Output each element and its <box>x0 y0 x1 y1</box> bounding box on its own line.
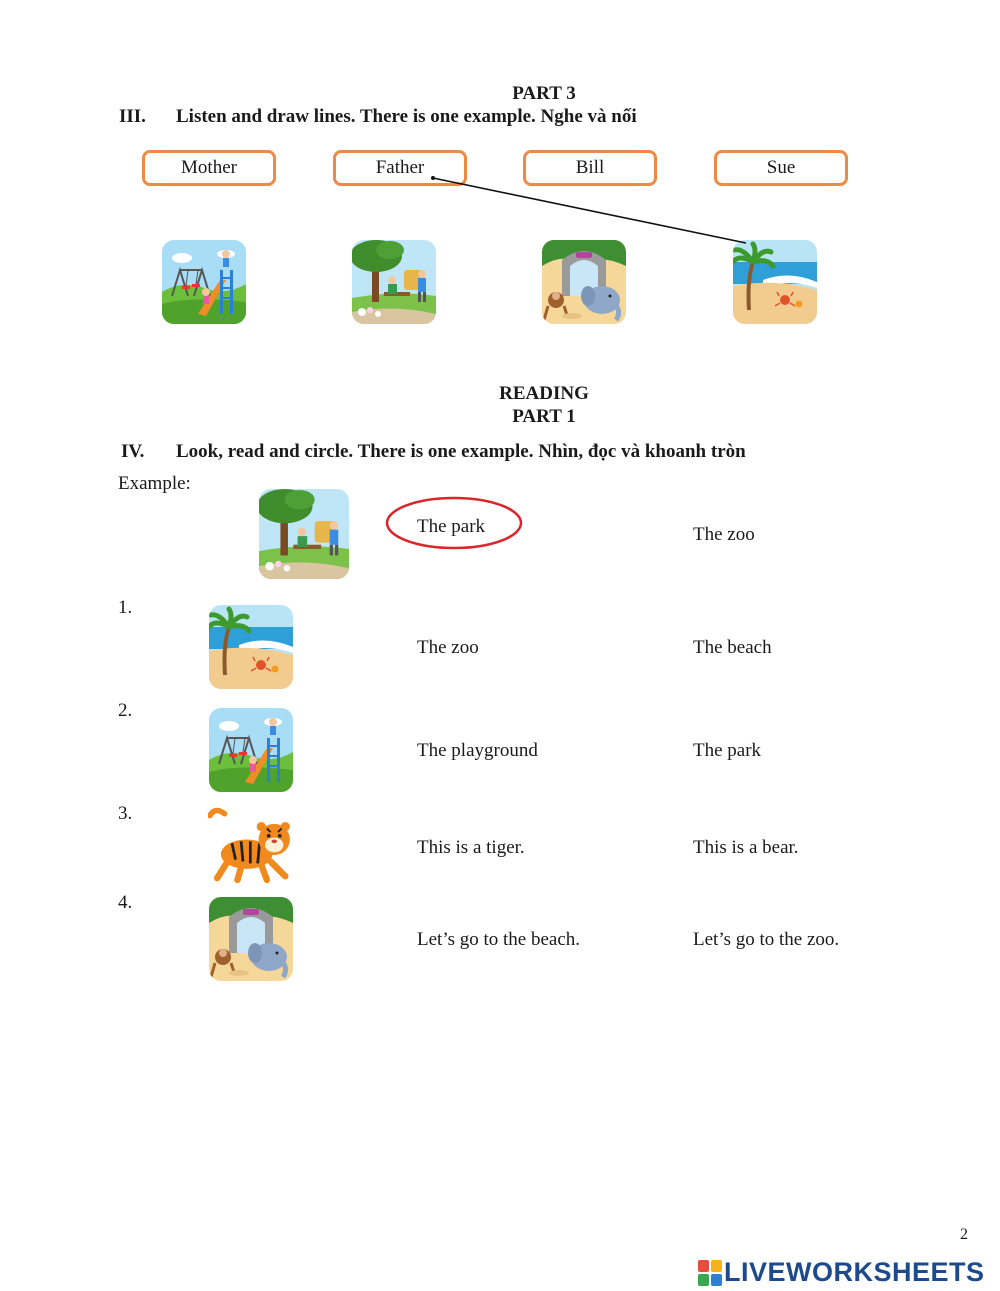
part4-numeral: IV. <box>121 441 145 462</box>
item-number: 4. <box>118 892 133 913</box>
example-option-a[interactable]: The park <box>417 516 486 537</box>
part3-numeral: III. <box>119 106 146 127</box>
item-number: 2. <box>118 700 133 721</box>
name-label: Bill <box>575 157 605 178</box>
name-label: Sue <box>766 157 796 178</box>
park-picture[interactable] <box>352 240 436 324</box>
item2-playground-picture <box>209 708 293 792</box>
logo-blocks-icon <box>698 1260 722 1286</box>
item3-tiger-picture <box>208 805 300 885</box>
part3-instruction: Listen and draw lines. There is one example. Nghe và nối <box>176 106 637 127</box>
item1-beach-picture <box>209 605 293 689</box>
name-box-sue[interactable] <box>714 150 848 186</box>
item4-zoo-picture <box>209 897 293 981</box>
part3-heading: PART 3 <box>512 83 576 104</box>
item2-option-a[interactable]: The playground <box>417 740 538 761</box>
part4-instruction: Look, read and circle. There is one example. Nhìn, đọc và khoanh tròn <box>176 441 746 462</box>
item3-option-b[interactable]: This is a bear. <box>693 837 799 858</box>
example-park-picture <box>259 489 349 579</box>
example-answer-circle <box>384 494 526 554</box>
reading-heading: READING <box>499 383 589 404</box>
item3-option-a[interactable]: This is a tiger. <box>417 837 525 858</box>
item2-option-b[interactable]: The park <box>693 740 762 761</box>
name-label: Mother <box>181 157 237 178</box>
beach-picture[interactable] <box>733 240 817 324</box>
playground-picture[interactable] <box>162 240 246 324</box>
example-connector-line <box>0 0 1000 400</box>
item1-option-b[interactable]: The beach <box>693 637 772 658</box>
item1-option-a[interactable]: The zoo <box>417 637 479 658</box>
name-box-father[interactable] <box>333 150 467 186</box>
name-label: Father <box>375 157 425 178</box>
reading-subheading: PART 1 <box>512 406 576 427</box>
item4-option-b[interactable]: Let’s go to the zoo. <box>693 929 840 950</box>
page-number: 2 <box>960 1226 968 1243</box>
item-number: 1. <box>118 597 133 618</box>
zoo-picture[interactable] <box>542 240 626 324</box>
liveworksheets-logo[interactable] <box>698 1257 985 1288</box>
example-option-b[interactable]: The zoo <box>693 524 755 545</box>
item-number: 3. <box>118 803 133 824</box>
logo-text: LIVEWORKSHEETS <box>724 1257 985 1287</box>
name-box-bill[interactable] <box>523 150 657 186</box>
item4-option-a[interactable]: Let’s go to the beach. <box>417 929 581 950</box>
name-box-mother[interactable] <box>142 150 276 186</box>
example-label: Example: <box>118 473 191 494</box>
